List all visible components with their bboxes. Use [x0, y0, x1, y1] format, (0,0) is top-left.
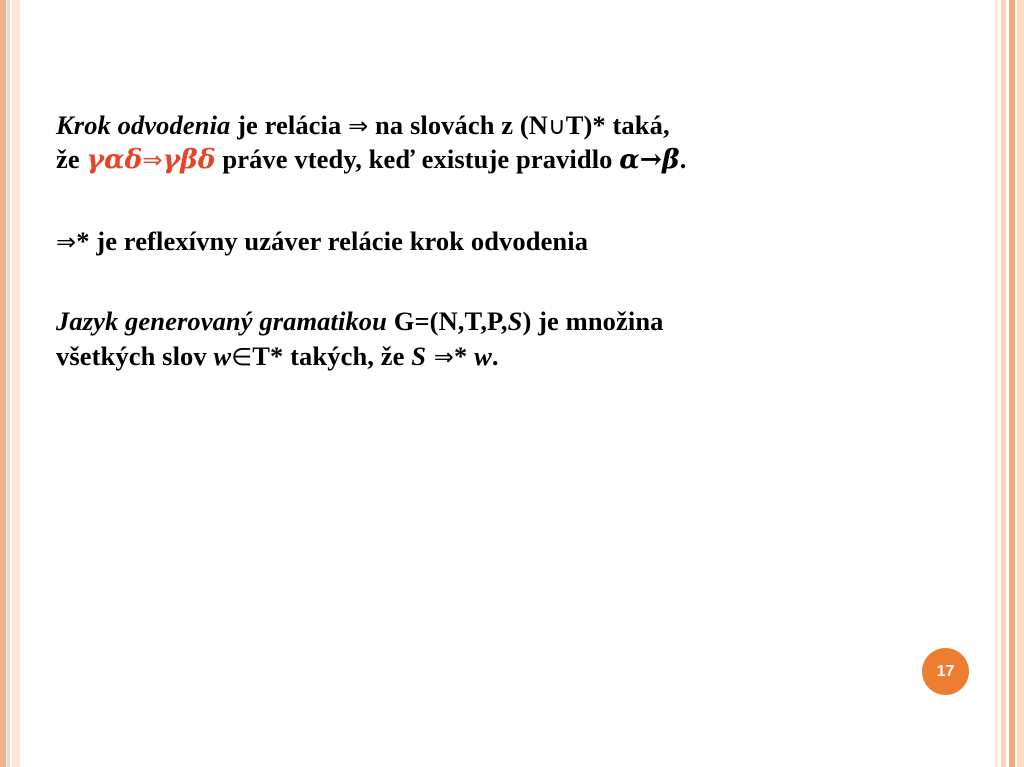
stripe-right-2 — [1001, 0, 1006, 767]
paragraph-jazyk-generovany — [56, 304, 936, 373]
greek-beta-1: β — [180, 144, 198, 176]
p3-star: * — [453, 340, 475, 371]
greek-alpha-1: α — [104, 144, 125, 176]
double-arrow-icon: ⇒ — [348, 112, 369, 140]
symbol-w-2: w — [474, 340, 492, 371]
left-decorative-stripes — [0, 0, 26, 767]
slide-body — [56, 108, 936, 373]
p1-text-e: práve vtedy, keď existuje pravidlo — [215, 144, 620, 175]
stripe-right-4 — [1017, 0, 1024, 767]
stripe-left-2 — [7, 0, 10, 767]
symbol-S-2: S — [411, 340, 427, 371]
p3-text-d: T* takých, že — [252, 340, 412, 371]
stripe-left-3 — [12, 0, 20, 767]
double-arrow-icon-2: ⇒ — [142, 146, 163, 175]
p2-text: * je reflexívny uzáver relácie krok odvodenia — [76, 225, 589, 256]
p1-period: . — [679, 144, 687, 175]
term-jazyk-generovany-gramatikou: Jazyk generovaný gramatikou — [56, 306, 387, 337]
stripe-right-3 — [1009, 0, 1015, 767]
p3-text-c: všetkých slov — [56, 340, 214, 371]
greek-gamma-1: γ — [86, 144, 105, 176]
paragraph-krok-odvodenia — [56, 108, 936, 178]
double-arrow-icon-4: ⇒ — [426, 342, 454, 371]
union-icon: ∪ — [548, 112, 566, 140]
greek-gamma-2: γ — [162, 144, 181, 176]
symbol-w-1: w — [213, 340, 232, 371]
rule-alpha-to-beta: α→β — [619, 144, 680, 176]
greek-delta-2: δ — [197, 144, 216, 176]
greek-delta-1: δ — [124, 144, 143, 176]
p1-text-d: že — [56, 144, 87, 175]
term-krok-odvodenia: Krok odvodenia — [56, 110, 231, 140]
p3-text-b: ) je množina — [522, 306, 664, 337]
stripe-left-1 — [0, 0, 6, 767]
double-arrow-icon-3: ⇒ — [56, 227, 77, 256]
p1-text-c: T)* taká, — [565, 110, 670, 140]
right-decorative-stripes — [990, 0, 1024, 767]
element-of-icon: ∈ — [231, 342, 253, 371]
p1-text-a: je relácia — [230, 110, 349, 140]
stripe-right-1 — [995, 0, 998, 767]
p3-text-a: G=(N,T,P, — [387, 306, 508, 337]
symbol-S-1: S — [507, 306, 523, 337]
paragraph-reflexivny-uzaver — [56, 224, 936, 258]
p3-period: . — [491, 340, 499, 371]
page-number-badge: 17 — [922, 648, 969, 695]
p1-text-b: na slovách z (N — [368, 110, 549, 140]
